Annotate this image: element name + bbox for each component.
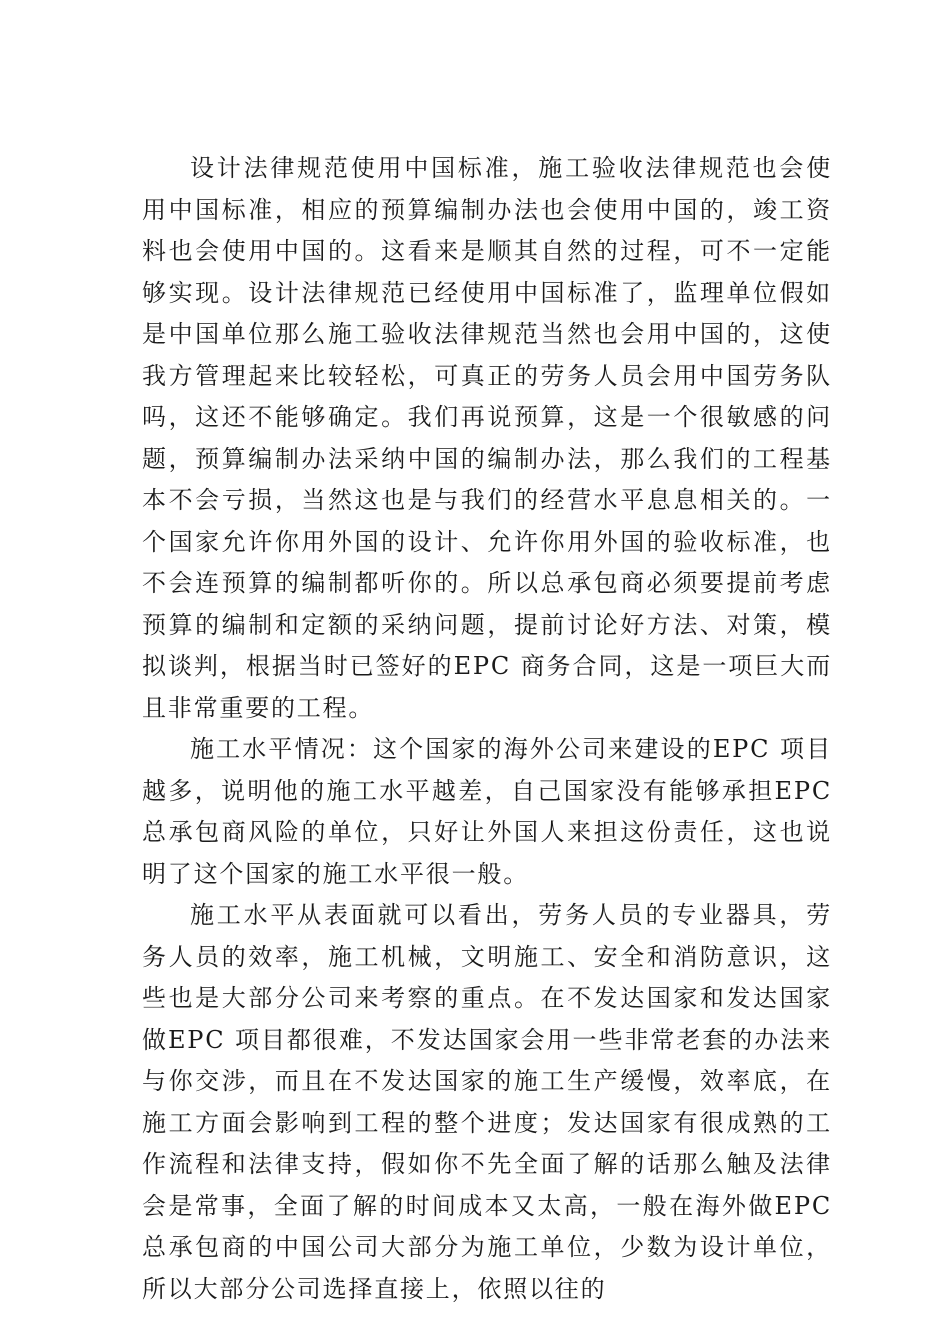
paragraph-construction-level: 施工水平情况：这个国家的海外公司来建设的EPC 项目越多，说明他的施工水平越差，自己国家没有能够承担EPC 总承包商风险的单位，只好让外国人来担这份责任，这也说明了这个国家的施工水平很一般。 xyxy=(142,735,832,888)
paragraph-construction-observation: 施工水平从表面就可以看出，劳务人员的专业器具，劳务人员的效率，施工机械，文明施工、安全和消防意识，这些也是大部分公司来考察的重点。在不发达国家和发达国家做EPC 项目都很难，不发达国家会用一些非常老套的办法来与你交涉，而且在不发达国家的施工生产缓慢，效率底，在施工方面会影响到工程的整个进度；发达国家有很成熟的工作流程和法律支持，假如你不先全面了解的话那么触及法律会是常事，全面了解的时间成本又太高，一般在海外做EPC 总承包商的中国公司大部分为施工单位，少数为设计单位，所以大部分公司选择直接上，依照以往的 xyxy=(142,901,832,1303)
paragraph-design-standards: 设计法律规范使用中国标准，施工验收法律规范也会使用中国标准，相应的预算编制办法也会使用中国的，竣工资料也会使用中国的。这看来是顺其自然的过程，可不一定能够实现。设计法律规范已经使用中国标准了，监理单位假如是中国单位那么施工验收法律规范当然也会用中国的，这使我方管理起来比较轻松，可真正的劳务人员会用中国劳务队吗，这还不能够确定。我们再说预算，这是一个很敏感的问题，预算编制办法采纳中国的编制办法，那么我们的工程基本不会亏损，当然这也是与我们的经营水平息息相关的。一个国家允许你用外国的设计、允许你用外国的验收标准，也不会连预算的编制都听你的。所以总承包商必须要提前考虑预算的编制和定额的采纳问题，提前讨论好方法、对策，模拟谈判，根据当时已签好的EPC 商务合同，这是一项巨大而且非常重要的工程。 xyxy=(142,154,832,722)
document-body xyxy=(142,148,832,1310)
